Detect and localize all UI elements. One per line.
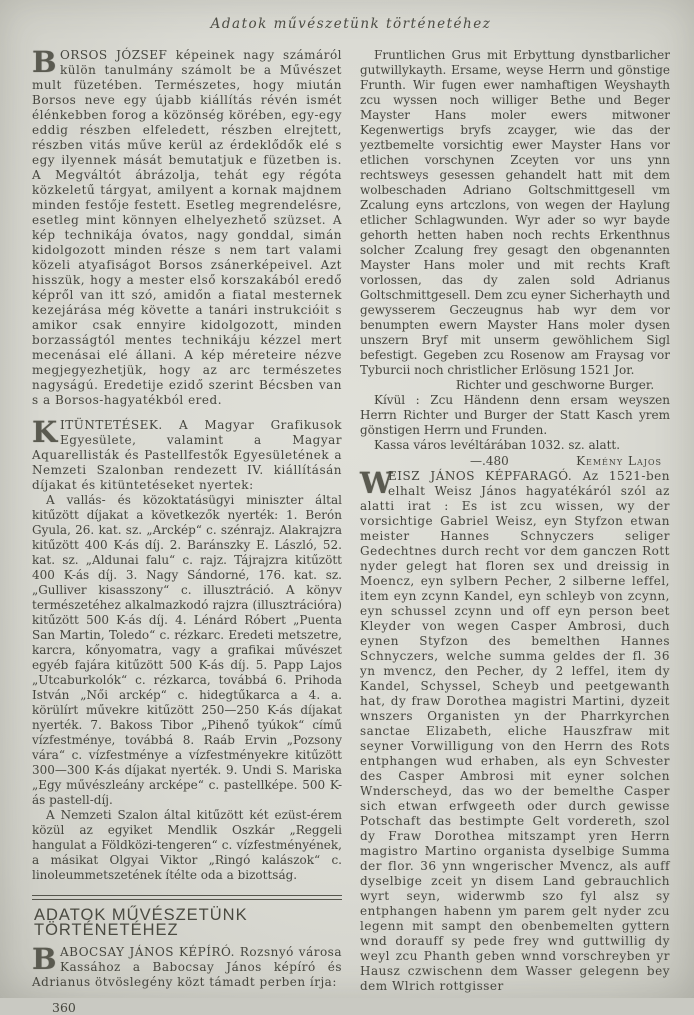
- letter-signature: Richter und geschworne Burger.: [455, 378, 655, 392]
- prizes-paragraph: A vallás- és közoktatásügyi miniszter által kitűzött díjakat a következők nyerték: 1. Berón Gyula, 26. kat. sz. „Arckép“ c. szénrajz. Alakrajzra kitűzött 400 K-ás díj. 2. Baránszky E. László, 52. kat. sz. „Aldunai falu“ c. rajz. Tájrajzra kitűzött 400 K-ás díj. 3. Nagy Sándorné, 176. kat. sz. „Gulliver kisasszony“ c. illusztráció. A könyv természetéhez alkalmazkodó rajzra (illusztrációra) kitűzött 500 K-ás díj. 4. Lénárd Róbert „Puenta San Martin, Toledo“ c. rézkarc. Eredeti metszetre, karcra, kőnyomatra, vagy a grafikai művészet egyéb fajára kitűzött 500 K-ás díj. 5. Papp Lajos „Utcaburkolók“ c. rézkarca, továbbá 6. Prihoda István „Női arckép“ c. hidegtűkarca a 4. a. körülírt művekre kitűzött 250—250 K-ás díjakat nyerték. 7. Bakoss Tibor „Pihenő tyúkok“ című vízfestménye, továbbá 8. Raáb Ervin „Pozsony vára“ c. vízfestménye a vízfestményekre kitűzött 300—300 K-ás díjakat nyerték. 9. Undi S. Mariska „Egy művészleány arcképe“ c. pastellképe. 500 K-ás pastell-díj.: [32, 493, 342, 807]
- article-babocsay-text: ABOCSAY JÁNOS KÉPÍRÓ. Rozsnyó városa Kassához a Babocsay János képíró és Adrianus ötvöslegény közt támadt perben írja:: [32, 945, 342, 989]
- article-borsos-jozsef: [32, 45, 342, 408]
- reference-author-row: [360, 454, 670, 469]
- page-number: 360: [52, 1000, 76, 1015]
- section-heading: ADATOK MŰVÉSZETÜNK TÖRTÉNETÉHEZ: [34, 906, 248, 939]
- article-weisz: [360, 466, 670, 994]
- dropcap-initial-k: K: [32, 415, 58, 449]
- author-name: Kemény Lajos: [576, 454, 662, 468]
- reference-number: —.480: [470, 454, 509, 468]
- two-column-layout: [32, 45, 670, 1015]
- article-weisz-text: EISZ JÁNOS KÉPFARAGÓ. Az 1521-ben elhalt Weisz János hagyatékáról szól az alatti irat : Es ist zcu wissen, wy der vorsichtige Gabriel Weisz, eyn Styfzon etwan meister Hannes Schnyczers seliger Gedechtnes durch recht vor dem ganczen Rott nyder gelegt hat floren sex und dreissig in Moencz, eyn sylbern Pecher, 2 silberne leffel, item eyn zcynn Kandel, eyn schleyb von zcynn, eyn schussel zcynn und off eyn person beet Kleyder von wegen Casper Ambrosi, duch eynen Styfzon des bemelthen Hannes Schnyczers, welche summa geldes der fl. 36 yn mvencz, den Pecher, dy 2 leffel, item dy Kandel, Schyssel, Scheyb und peetgewanth hat, dy fraw Dorothea magistri Martini, dyzeit wnszers Organisten yn der Pharrkyrchen sanctae Elizabeth, eliche Hauszfraw mit seyner Vorwilligung von den Herrn des Rots entphangen wud erhaben, als eyn Schvester des Casper Ambrosi mit eyner solchen Wnderscheyd, das wo der bemelthe Casper sich etwan erfwgeeth oder durch gewisse Potschaft das bestimpte Gelt vordereth, szol dy Fraw Dorothea mitszampt yren Herrn magistro Martino organista dyselbige Summa der flor. 36 ynn wngerischer Mvencz, als auff dyselbige zceit yn disem Land gebrauchlich wyrt seyn, widerwmb szo fyl alsz sy entphangen habenn ym parem gelt nyder zcu legenn mit sampt den obenbemelten gyttern wnd dorauff sy pede frey wnd guttwillig dy weyl zcu Phanth geben wnnd vorschreyben yr Hausz czwischenn dem Wasser gelegenn bey dem Wlrich rottgisser: [360, 469, 670, 993]
- running-header: Adatok művészetünk történetéhez: [210, 16, 492, 32]
- left-column: [32, 45, 342, 1015]
- dropcap-initial-w: W: [360, 466, 393, 500]
- article-babocsay: [32, 942, 342, 990]
- right-column: [360, 48, 670, 1015]
- dropcap-initial-b: B: [32, 45, 57, 79]
- double-rule-divider: [32, 895, 342, 900]
- archive-note: Kassa város levéltárában 1032. sz. alatt.: [374, 438, 621, 452]
- kivul-paragraph: Kívül : Zcu Händenn denn ersam weyszen Herrn Richter und Burger der Statt Kasch yrem gönstigen Herrn und Frunden.: [360, 393, 670, 437]
- szalon-paragraph: A Nemzeti Szalon által kitűzött két ezüst-érem közül az egyiket Mendlik Oszkár „Reggeli hangulat a Földközi-tengeren“ c. vízfestményének, a másikat Olgyai Viktor „Ringó kalászok“ c. linoleummetszetének ítélte oda a bizottság.: [32, 808, 342, 882]
- article-kituntetesek-text: ITÜNTETÉSEK. A Magyar Grafikusok Egyesülete, valamint a Magyar Aquarellisták és Pastellfestők Egyesületének a Nemzeti Szalonban rendezett IV. kiállításán díjakat és kitüntetéseket nyertek:: [32, 418, 342, 492]
- article-kituntetesek: [32, 415, 342, 493]
- letter-paragraph: Fruntlichen Grus mit Erbyttung dynstbarlicher gutwillykayth. Ersame, weyse Herrn und gönstige Frunth. Wir fugen ewer namhaftigen Weyshayth zcu wyssen noch williger Bethe und Beger Mayster Hans moler ewers mitwoner Kegenwertigs bryfs zcayger, wie das der yeztbemelte vorsichtig ewer Mayster Hans vor etlichen vorschynen Zceyten vor uns ynn rechtsweys gesessen gehandelt hatt mit dem wolbeschaden Adriano Goltschmittgesell vm Zcalung eyns artczlons, von wegen der Haylung etlicher Schlagwunden. Wyr ader so wyr bayde gehorth hetten haben noch rechts Erkenthnus solcher Zcalung frey gesagt den obgenannten Mayster Hans moler und mit rechts Kraft vorlossen, das dy zalen sold Adrianus Goltschmittgesell. Dem zcu eyner Sicherhayth und gewysserem Geczeugnus hab wyr dem vor benumpten ewern Mayster Hans moler dysen unszern Bryf mit unserm gewöhlichem Sigl befestigt. Gegeben zcu Rosenow am Fraysag vor Tyburcii noch christlicher Erlösung 1521 Jor.: [360, 48, 670, 377]
- article-borsos-text: ORSOS JÓZSEF képeinek nagy számáról külön tanulmány számolt be a Művészet mult füzetében. Természetes, hogy miután Borsos neve egy újabb kiállítás révén ismét élénkebben forog a közönség körében, egy-egy eddig részben elfeledett, részben elrejtett, részben vitás műve kerül az érdeklődők elé s egy ilyennek mását bemutatjuk e füzetben is. A Megváltót ábrázolja, tehát egy régóta közkeletű tárgyat, amilyent a kornak majdnem minden festője festett. Esetleg megrendelésre, esetleg mint könnyen elhelyezhető szüzset. A kép technikája óvatos, nagy gonddal, simán kidolgozott minden része s nem tart valami közeli atyafiságot Borsos zsánerképeivel. Azt hisszük, hogy a mester első korszakából eredő képről van itt szó, amidőn a fiatal mesternek kezejárása még követte a tanári instrukcióit s amikor csak ennyire kidolgozott, minden borzasságtól mentes technikáju kézzel mert mecenásai elé állani. A kép méreteire nézve megjegyezhetjük, hogy az arc természetes nagyságú. Eredetije ezidő szerint Bécsben van s a Borsos-hagyatékból ered.: [32, 48, 342, 407]
- dropcap-initial-b2: B: [32, 942, 57, 976]
